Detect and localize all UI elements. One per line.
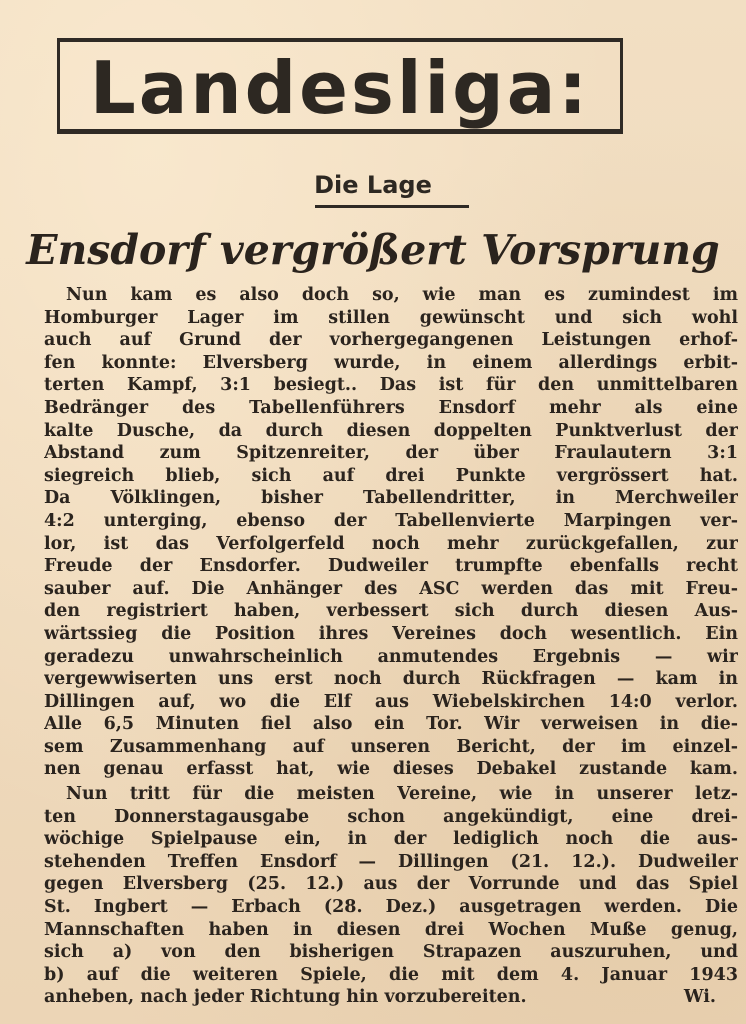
body-line-final — [44, 986, 738, 1009]
body-line: sich a) von den bisherigen Strapazen auszuruhen, und — [44, 942, 738, 963]
body-line: siegreich blieb, sich auf drei Punkte vergrössert hat. — [44, 465, 738, 486]
body-line: Mannschaften haben in diesen drei Wochen Muße genug, — [44, 919, 738, 940]
body-line: lor, ist das Verfolgerfeld noch mehr zurückgefallen, zur — [44, 533, 738, 554]
body-line: kalte Dusche, da durch diesen doppelten Punktverlust der — [44, 420, 738, 441]
author-signature: Wi. — [683, 987, 716, 1008]
body-line: b) auf die weiteren Spiele, die mit dem 4. Januar 1943 — [44, 964, 738, 985]
article-kicker: Die Lage — [314, 171, 432, 199]
body-line: Nun tritt für die meisten Vereine, wie in unserer letz- — [66, 784, 738, 805]
body-line: den registriert haben, verbessert sich durch diesen Aus- — [44, 601, 738, 622]
body-line: wöchige Spielpause ein, in der lediglich noch die aus- — [44, 829, 738, 850]
body-line: Homburger Lager im stillen gewünscht und sich wohl — [44, 307, 738, 328]
body-line: gegen Elversberg (25. 12.) aus der Vorrunde und das Spiel — [44, 874, 738, 895]
body-line: Freude der Ensdorfer. Dudweiler trumpfte ebenfalls recht — [44, 556, 738, 577]
body-line: vergewwiserten uns erst noch durch Rückfragen — kam in — [44, 669, 738, 690]
body-line: ten Donnerstagausgabe schon angekündigt, eine drei- — [44, 806, 738, 827]
masthead-box — [57, 38, 623, 134]
kicker-underline — [315, 205, 469, 208]
body-line: fen konnte: Elversberg wurde, in einem allerdings erbit- — [44, 352, 738, 373]
body-line: nen genau erfasst hat, wie dieses Debakel zustande kam. — [44, 759, 738, 780]
body-line: terten Kampf, 3:1 besiegt.. Das ist für den unmittelbaren — [44, 375, 738, 396]
article-headline: Ensdorf vergrößert Vorsprung — [26, 226, 720, 274]
body-line-text: anheben, nach jeder Richtung hin vorzubereiten. — [44, 987, 527, 1008]
body-line: Da Völklingen, bisher Tabellendritter, in Merchweiler — [44, 488, 738, 509]
body-line: Alle 6,5 Minuten fiel also ein Tor. Wir verweisen in die- — [44, 714, 738, 735]
masthead-title: Landesliga: — [89, 46, 591, 130]
article-body — [44, 284, 738, 1009]
body-line: Nun kam es also doch so, wie man es zumindest im — [66, 285, 738, 305]
body-line: Bedränger des Tabellenführers Ensdorf mehr als eine — [44, 397, 738, 418]
body-line: St. Ingbert — Erbach (28. Dez.) ausgetragen werden. Die — [44, 897, 738, 918]
body-line: sem Zusammenhang auf unseren Bericht, der im einzel- — [44, 736, 738, 757]
body-line: geradezu unwahrscheinlich anmutendes Ergebnis — wir — [44, 646, 738, 667]
body-line: sauber auf. Die Anhänger des ASC werden das mit Freu- — [44, 578, 738, 599]
body-line: Abstand zum Spitzenreiter, der über Fraulautern 3:1 — [44, 443, 738, 464]
body-line: stehenden Treffen Ensdorf — Dillingen (21. 12.). Dudweiler — [44, 851, 738, 872]
body-line: 4:2 unterging, ebenso der Tabellenvierte Marpingen ver- — [44, 510, 738, 531]
body-line: auch auf Grund der vorhergegangenen Leistungen erhof- — [44, 330, 738, 351]
body-line: Dillingen auf, wo die Elf aus Wiebelskirchen 14:0 verlor. — [44, 691, 738, 712]
body-line: wärtssieg die Position ihres Vereines doch wesentlich. Ein — [44, 623, 738, 644]
